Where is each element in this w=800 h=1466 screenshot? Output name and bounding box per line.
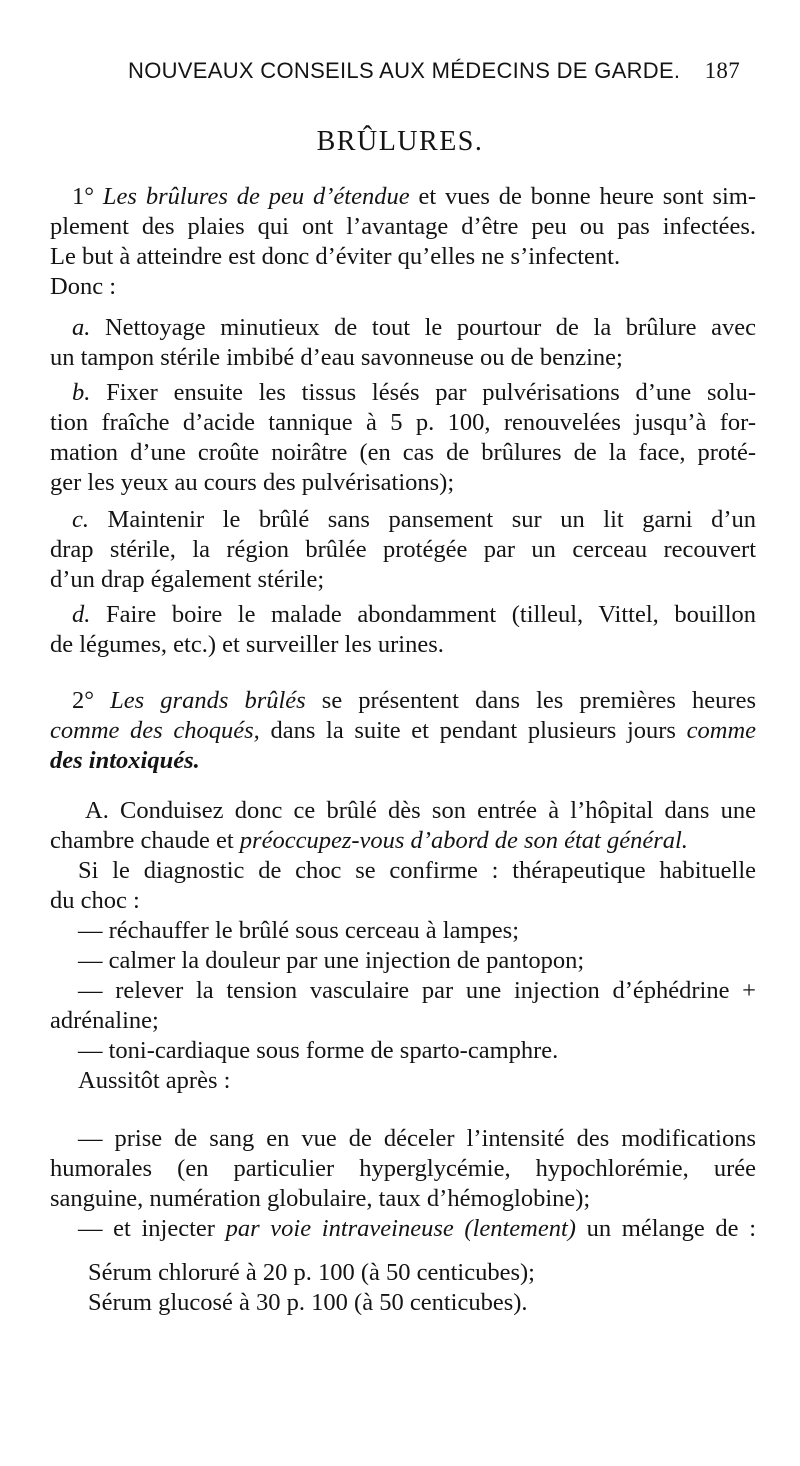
section-a-line-1 <box>50 796 756 826</box>
dash-item-4: — toni-cardiaque sous forme de sparto-camphre. <box>78 1037 559 1064</box>
para2-italic-3: comme <box>686 717 757 744</box>
item-b <box>50 378 756 498</box>
para1-line-1 <box>50 182 756 212</box>
item-b-text: Fixer ensuite les tissus lésés par pulvérisations d’une solu- <box>106 379 756 406</box>
section-a-label: A. <box>85 797 109 824</box>
section-a-line2-start: chambre chaude et <box>50 827 234 854</box>
section-a-line-4: du choc : <box>50 887 140 914</box>
item-b-line-4: ger les yeux au cours des pulvérisations); <box>50 469 455 496</box>
inject-italic: par voie intraveineuse <box>225 1215 454 1242</box>
item-c-line-2: drap stérile, la région brûlée protégée par un cerceau recouvert <box>50 536 756 563</box>
para2-italic-lead: Les grands brûlés <box>110 687 306 714</box>
dash-item-3: — relever la tension vasculaire par une injection d’éphédrine + <box>78 977 756 1004</box>
serum-2: Sérum glucosé à 30 p. 100 (à 50 centicubes). <box>88 1289 528 1316</box>
para1-line-3: Le but à atteindre est donc d’éviter qu’elles ne s’infectent. <box>50 243 621 270</box>
item-d-label: d. <box>72 601 91 628</box>
para1-line-4: Donc : <box>50 273 116 300</box>
item-c <box>50 505 756 595</box>
para2-number: 2° <box>72 687 95 714</box>
blood-test-paragraph <box>50 1124 756 1244</box>
section-a-line-2 <box>50 826 756 856</box>
item-b-label: b. <box>72 379 91 406</box>
item-d-line-1 <box>50 600 756 630</box>
inject-line <box>50 1214 756 1244</box>
para2-line-2 <box>50 716 756 746</box>
para2-line-1 <box>50 686 756 716</box>
section-a-line-3: Si le diagnostic de choc se confirme : thérapeutique habituelle <box>78 857 756 884</box>
blood-line-2: humorales (en particulier hyperglycémie, hypochlorémie, urée <box>50 1155 756 1182</box>
section-title: BRÛLURES. <box>316 126 484 157</box>
inject-paren: (lentement) <box>464 1215 576 1242</box>
item-c-label: c. <box>72 506 89 533</box>
item-a <box>50 313 756 373</box>
dash-item-2: — calmer la douleur par une injection de pantopon; <box>78 947 585 974</box>
section-a-line2-italic: préoccupez-vous d’abord de son état général. <box>239 827 688 854</box>
item-b-line-1 <box>50 378 756 408</box>
item-a-line-1 <box>50 313 756 343</box>
page-number: 187 <box>704 58 740 83</box>
item-d-line-2: de légumes, etc.) et surveiller les urines. <box>50 631 444 658</box>
item-c-line-3: d’un drap également stérile; <box>50 566 325 593</box>
serum-list <box>50 1258 756 1318</box>
item-c-line-1 <box>50 505 756 535</box>
item-d-text: Faire boire le malade abondamment (tilleul, Vittel, bouillon <box>105 601 756 628</box>
blood-line-1: — prise de sang en vue de déceler l’intensité des modifications <box>78 1125 756 1152</box>
para2-line-3 <box>50 746 756 776</box>
after-label: Aussitôt après : <box>78 1067 231 1094</box>
running-title: NOUVEAUX CONSEILS AUX MÉDECINS DE GARDE. <box>128 58 681 83</box>
blood-line-3: sanguine, numération globulaire, taux d’hémoglobine); <box>50 1185 591 1212</box>
section-a <box>50 796 756 1096</box>
item-d <box>50 600 756 660</box>
para2-line2-mid: dans la suite et pendant plusieurs jours <box>270 717 676 744</box>
item-c-text: Maintenir le brûlé sans pansement sur un lit garni d’un <box>107 506 756 533</box>
running-header <box>128 58 740 88</box>
para1-line-2: plement des plaies qui ont l’avantage d’être peu ou pas infectées. <box>50 213 756 240</box>
para1-number: 1° <box>72 183 95 210</box>
section-a-line1-text: Conduisez donc ce brûlé dès son entrée à l’hôpital dans une <box>120 797 757 824</box>
para2-line1-rest: se présentent dans les premières heures <box>321 687 756 714</box>
para2-italic-2: comme des choqués, <box>50 717 260 744</box>
paragraph-1 <box>50 182 756 302</box>
item-a-text: Nettoyage minutieux de tout le pourtour de la brûlure avec <box>104 314 756 341</box>
item-a-label: a. <box>72 314 91 341</box>
para1-italic-lead: Les brûlures de peu d’étendue <box>102 183 410 210</box>
inject-end: un mélange de : <box>586 1215 757 1242</box>
dash-item-3-cont: adrénaline; <box>50 1007 159 1034</box>
para2-line3-italic: des intoxiqués. <box>50 747 200 774</box>
serum-1: Sérum chloruré à 20 p. 100 (à 50 centicubes); <box>88 1259 535 1286</box>
inject-start: — et injecter <box>78 1215 215 1242</box>
paragraph-2 <box>50 686 756 776</box>
dash-item-1: — réchauffer le brûlé sous cerceau à lampes; <box>78 917 520 944</box>
para1-line1-rest: et vues de bonne heure sont sim- <box>418 183 757 210</box>
item-b-line-2: tion fraîche d’acide tannique à 5 p. 100, renouvelées jusqu’à for- <box>50 409 756 436</box>
item-b-line-3: mation d’une croûte noirâtre (en cas de brûlures de la face, proté- <box>50 439 756 466</box>
item-a-line-2: un tampon stérile imbibé d’eau savonneuse ou de benzine; <box>50 344 623 371</box>
